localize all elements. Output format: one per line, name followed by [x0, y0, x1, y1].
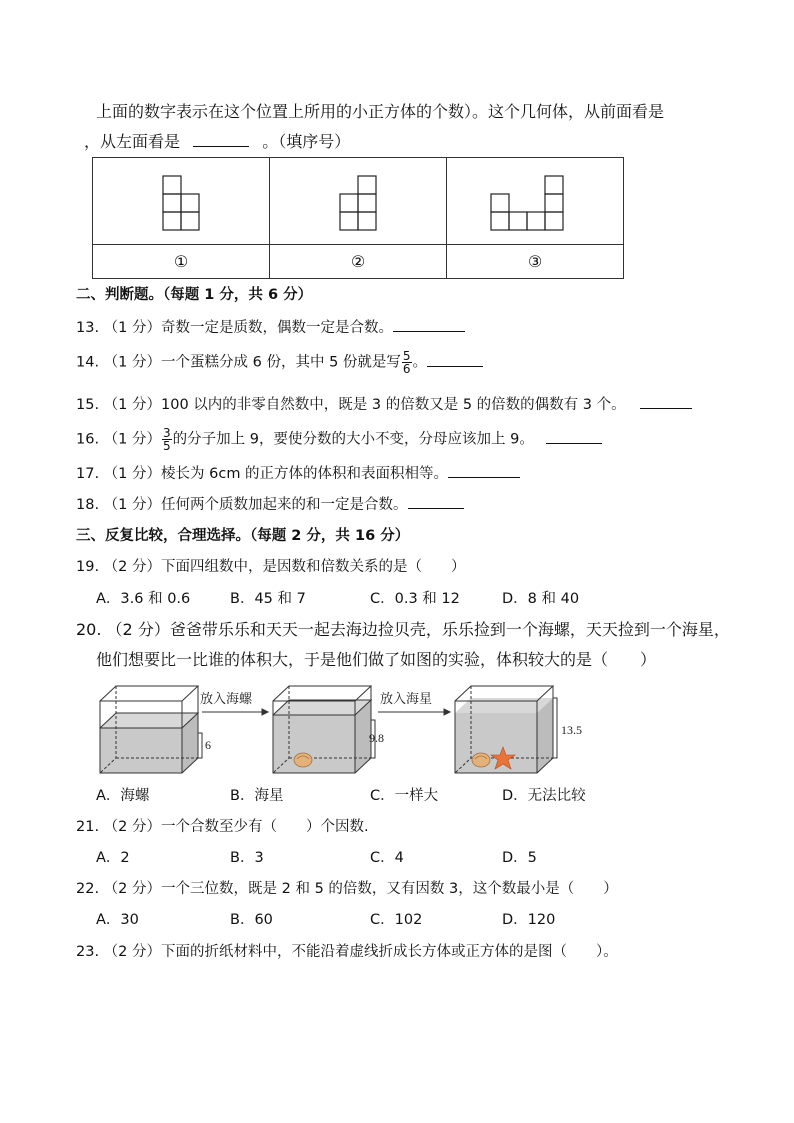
container-2: [273, 686, 371, 773]
view-3-figure: [485, 164, 585, 234]
q23-text: 下面的折纸材料中，不能沿着虚线折成长方体或正方体的是图（ ）。: [161, 944, 618, 960]
q14-fraction: [402, 350, 412, 375]
q20-option-a[interactable]: A．海螺: [96, 788, 150, 804]
question-19: [76, 557, 466, 577]
question-16: [76, 427, 602, 452]
q13-number: 13.: [76, 320, 100, 336]
q22-option-a[interactable]: A．30: [96, 912, 139, 928]
q19-text: 下面四组数中，是因数和倍数关系的是（ ）: [161, 559, 466, 575]
q14-number: 14.: [76, 354, 100, 371]
q19-score: （2 分）: [103, 559, 162, 575]
q19-number: 19.: [76, 559, 100, 575]
view-option-1: [93, 158, 270, 245]
q22-option-c[interactable]: C．102: [370, 912, 423, 928]
q17-answer-blank[interactable]: [448, 463, 520, 478]
q18-number: 18.: [76, 497, 100, 513]
q22-score: （2 分）: [103, 881, 162, 897]
arrow-label-2: 放入海星: [380, 691, 433, 706]
height-label-3: 13.5: [561, 723, 582, 737]
q14-frac-den: 6: [402, 362, 411, 376]
q13-score: （1 分）: [103, 320, 162, 336]
q17-score: （1 分）: [103, 466, 162, 482]
conch-shell-icon-2: [472, 753, 490, 767]
q22-option-b[interactable]: B．60: [230, 912, 273, 928]
q18-score: （1 分）: [103, 497, 162, 513]
q16-text: 的分子加上 9，要使分数的大小不变，分母应该加上 9。: [172, 431, 534, 448]
question-21: [76, 817, 369, 837]
q12-answer-blank[interactable]: [193, 132, 249, 147]
q20-option-d[interactable]: D．无法比较: [502, 788, 586, 804]
q14-text-b: 。: [412, 354, 428, 371]
q20-option-b[interactable]: B．海星: [230, 788, 284, 804]
q12-text-left: ，从左面看是: [84, 132, 181, 151]
q22-option-d[interactable]: D．120: [502, 912, 556, 928]
q20-text: 爸爸带乐乐和天天一起去海边捡贝壳，乐乐捡到一个海螺，天天捡到一个海星，: [169, 620, 730, 639]
q21-text: 一个合数至少有（ ）个因数.: [161, 819, 369, 835]
q15-answer-blank[interactable]: [640, 394, 692, 409]
experiment-figure: [98, 675, 598, 785]
q12-text-fill-hint: 。（填序号）: [262, 132, 351, 151]
conch-shell-icon: [294, 753, 312, 767]
section-2-title: 二、判断题。（每题 1 分，共 6 分）: [76, 287, 313, 303]
view-label-2: ②: [270, 245, 447, 279]
q21-option-c[interactable]: C．4: [370, 850, 404, 866]
q18-answer-blank[interactable]: [408, 494, 464, 509]
q15-text: 100 以内的非零自然数中，既是 3 的倍数又是 5 的倍数的偶数有 3 个。: [161, 397, 626, 413]
view-2-figure: [328, 164, 388, 234]
q17-number: 17.: [76, 466, 100, 482]
question-20: [76, 620, 730, 640]
q16-number: 16.: [76, 431, 100, 448]
height-label-2: 9.8: [369, 731, 384, 745]
q13-text: 奇数一定是质数，偶数一定是合数。: [161, 320, 394, 336]
view-label-1: ①: [93, 245, 270, 279]
q17-text: 棱长为 6cm 的正方体的体积和表面积相等。: [161, 466, 449, 482]
q19-option-b[interactable]: B．45 和 7: [230, 591, 306, 607]
q21-option-b[interactable]: B．3: [230, 850, 264, 866]
question-23: [76, 942, 618, 962]
q20-option-c[interactable]: C．一样大: [370, 788, 439, 804]
q12-text-line2: [84, 132, 350, 152]
view-options-table: [92, 157, 624, 279]
arrow-label-1: 放入海螺: [200, 691, 253, 706]
q19-option-c[interactable]: C．0.3 和 12: [370, 591, 460, 607]
q21-score: （2 分）: [103, 819, 162, 835]
q15-number: 15.: [76, 397, 100, 413]
question-13: [76, 317, 465, 338]
q22-number: 22.: [76, 881, 100, 897]
q18-text: 任何两个质数加起来的和一定是合数。: [161, 497, 408, 513]
view-option-3: [447, 158, 624, 245]
q19-option-d[interactable]: D．8 和 40: [502, 591, 580, 607]
q16-answer-blank[interactable]: [546, 429, 602, 444]
question-17: [76, 463, 520, 484]
q22-text: 一个三位数，既是 2 和 5 的倍数，又有因数 3，这个数最小是（ ）: [161, 881, 618, 897]
q21-option-d[interactable]: D．5: [502, 850, 537, 866]
q20-text-line2: 他们想要比一比谁的体积大，于是他们做了如图的实验，体积较大的是（ ）: [96, 650, 657, 669]
q20-number: 20.: [76, 620, 102, 639]
q21-number: 21.: [76, 819, 100, 835]
view-1-figure: [151, 164, 211, 234]
q21-option-a[interactable]: A．2: [96, 850, 130, 866]
q13-answer-blank[interactable]: [393, 317, 465, 332]
q19-option-a[interactable]: A．3.6 和 0.6: [96, 591, 191, 607]
q14-answer-blank[interactable]: [427, 352, 483, 367]
view-option-2: [270, 158, 447, 245]
q23-number: 23.: [76, 944, 100, 960]
question-14: [76, 350, 483, 375]
q14-score: （1 分）: [103, 354, 162, 371]
q16-fraction: [162, 427, 172, 452]
question-18: [76, 494, 464, 515]
q14-frac-num: 5: [402, 349, 411, 363]
question-15: [76, 394, 692, 415]
container-1: [100, 686, 198, 773]
q16-frac-num: 3: [163, 426, 171, 440]
q16-frac-den: 5: [163, 439, 171, 453]
q20-score: （2 分）: [106, 620, 170, 639]
q14-text-a: 一个蛋糕分成 6 份，其中 5 份就是写: [161, 354, 401, 371]
section-3-title: 三、反复比较，合理选择。（每题 2 分，共 16 分）: [76, 528, 410, 544]
view-label-3: ③: [447, 245, 624, 279]
q16-score: （1 分）: [103, 431, 162, 448]
q23-score: （2 分）: [103, 944, 162, 960]
q15-score: （1 分）: [103, 397, 162, 413]
height-label-1: 6: [205, 738, 211, 752]
q12-text-line1: 上面的数字表示在这个位置上所用的小正方体的个数）。这个几何体，从前面看是: [96, 102, 665, 121]
question-22: [76, 879, 618, 899]
